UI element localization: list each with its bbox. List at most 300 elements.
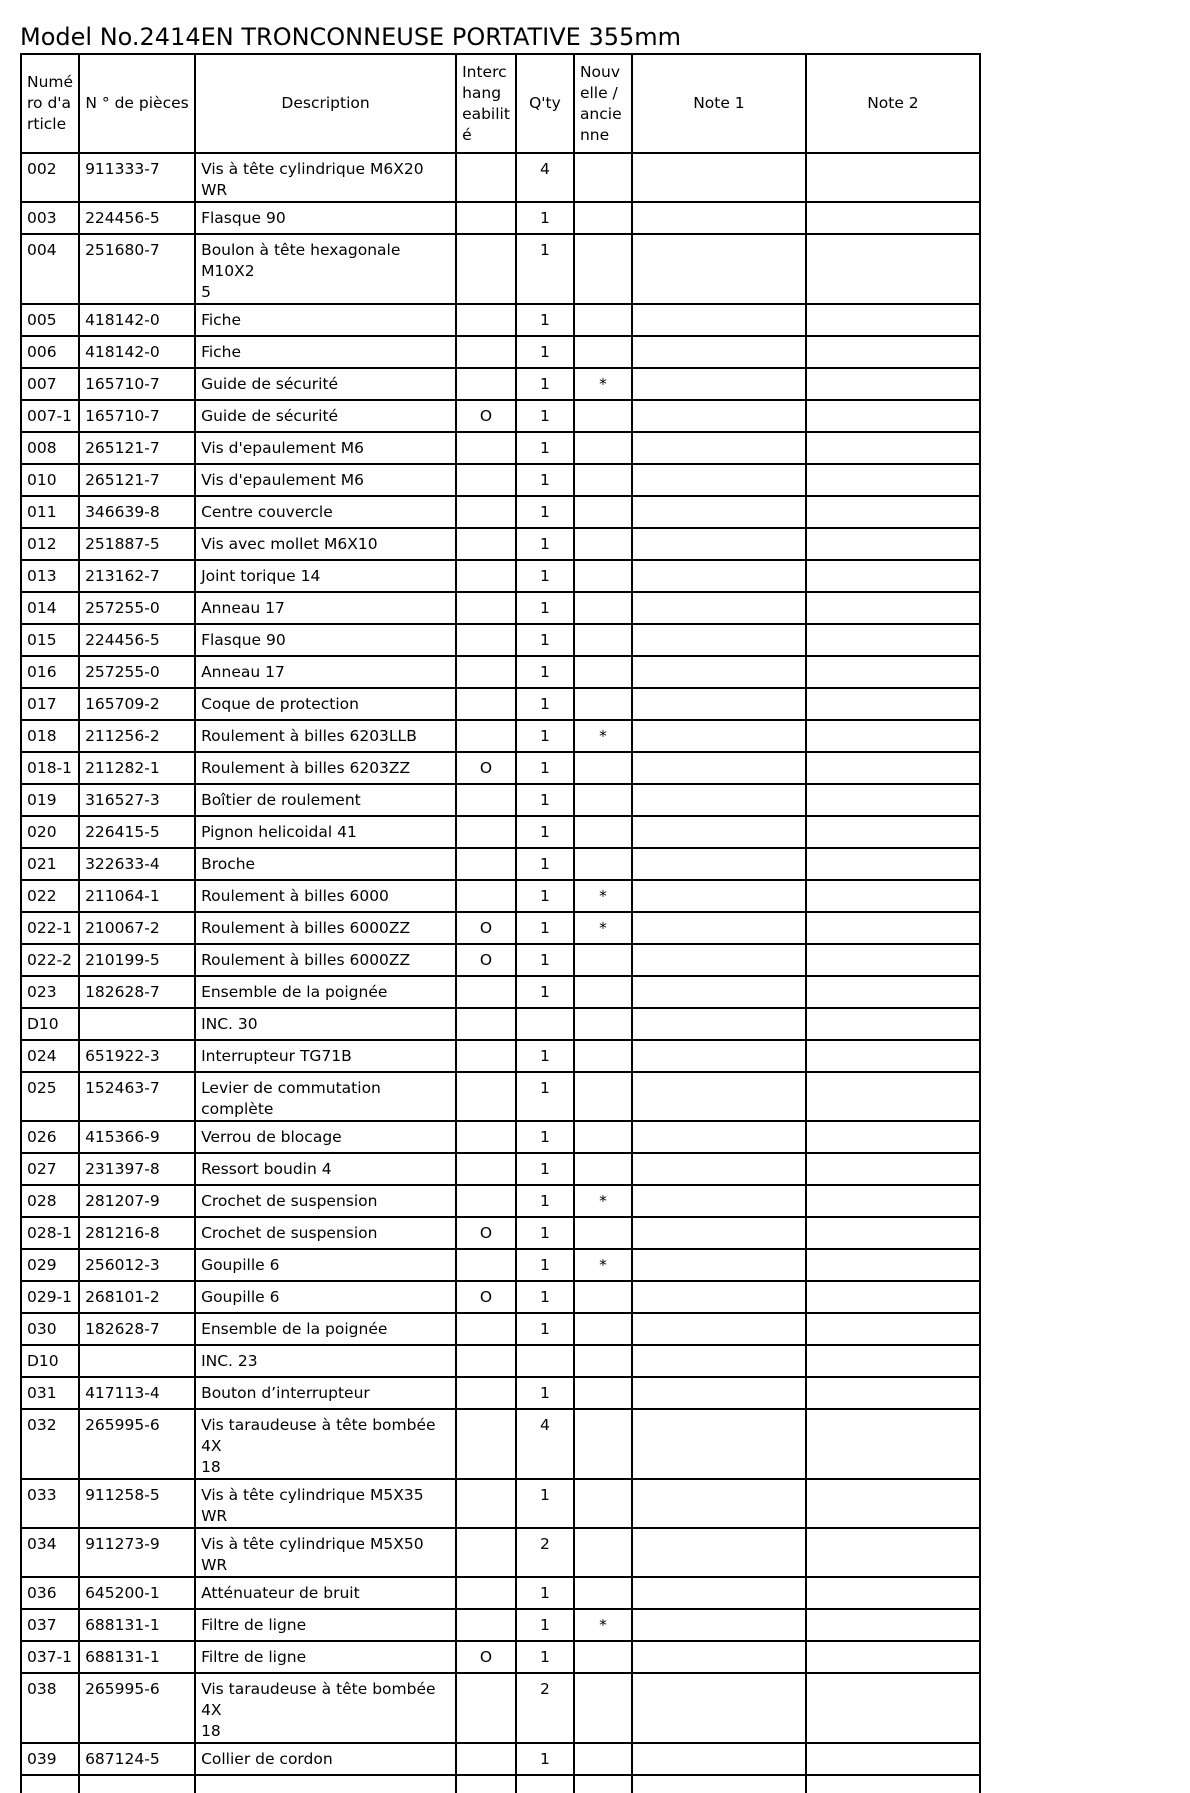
cell-note-1 (632, 1153, 806, 1185)
cell-interchangeability (456, 688, 516, 720)
cell-quantity: 1 (516, 528, 574, 560)
cell-note-1 (632, 1185, 806, 1217)
cell-item-number: 037-1 (21, 1641, 79, 1673)
cell-description: Vis à tête cylindrique M5X35 WR (195, 1479, 456, 1528)
cell-quantity: 1 (516, 1609, 574, 1641)
header-row (21, 54, 980, 153)
cell-quantity: 1 (516, 720, 574, 752)
cell-description: Ressort boudin 4 (195, 1153, 456, 1185)
cell-part-number: 165709-2 (79, 688, 195, 720)
cell-note-1 (632, 153, 806, 202)
header-part-number: N ° de pièces (79, 54, 195, 153)
cell-part-number: 322633-4 (79, 848, 195, 880)
cell-empty (574, 1775, 632, 1793)
cell-item-number: 020 (21, 816, 79, 848)
cell-interchangeability (456, 1479, 516, 1528)
cell-new-old (574, 1072, 632, 1121)
cell-empty (806, 1775, 980, 1793)
cell-part-number: 210067-2 (79, 912, 195, 944)
cell-item-number: 018 (21, 720, 79, 752)
cell-quantity: 1 (516, 1377, 574, 1409)
cell-note-1 (632, 688, 806, 720)
cell-note-2 (806, 336, 980, 368)
cell-note-1 (632, 560, 806, 592)
cell-quantity: 1 (516, 1313, 574, 1345)
cell-note-2 (806, 1577, 980, 1609)
cell-new-old (574, 560, 632, 592)
cell-description: Interrupteur TG71B (195, 1040, 456, 1072)
cell-description: Boîtier de roulement (195, 784, 456, 816)
table-row (21, 202, 980, 234)
cell-description: Crochet de suspension (195, 1185, 456, 1217)
cell-quantity: 1 (516, 1281, 574, 1313)
cell-quantity: 2 (516, 1528, 574, 1577)
cell-description: Flasque 90 (195, 624, 456, 656)
cell-description: Roulement à billes 6000ZZ (195, 944, 456, 976)
cell-new-old (574, 1153, 632, 1185)
cell-part-number: 645200-1 (79, 1577, 195, 1609)
cell-description: Guide de sécurité (195, 400, 456, 432)
cell-note-2 (806, 496, 980, 528)
cell-interchangeability (456, 1313, 516, 1345)
cell-quantity: 1 (516, 1249, 574, 1281)
cell-item-number: 032 (21, 1409, 79, 1479)
cell-note-1 (632, 912, 806, 944)
cell-item-number: D10 (21, 1008, 79, 1040)
cell-item-number: 016 (21, 656, 79, 688)
cell-quantity: 1 (516, 1479, 574, 1528)
cell-new-old (574, 1409, 632, 1479)
header-new-old: Nouv elle / ancie nne (574, 54, 632, 153)
cell-item-number: 002 (21, 153, 79, 202)
cell-new-old (574, 202, 632, 234)
cell-quantity: 1 (516, 784, 574, 816)
cell-note-1 (632, 1313, 806, 1345)
cell-item-number: 022-1 (21, 912, 79, 944)
cell-note-1 (632, 432, 806, 464)
cell-description: INC. 23 (195, 1345, 456, 1377)
cell-interchangeability (456, 1528, 516, 1577)
cell-interchangeability (456, 976, 516, 1008)
cell-item-number: 031 (21, 1377, 79, 1409)
cell-description: Pignon helicoidal 41 (195, 816, 456, 848)
cell-item-number: 010 (21, 464, 79, 496)
cell-new-old (574, 1008, 632, 1040)
cell-part-number: 688131-1 (79, 1641, 195, 1673)
table-row (21, 624, 980, 656)
cell-empty (456, 1775, 516, 1793)
cell-interchangeability (456, 1249, 516, 1281)
cell-note-2 (806, 720, 980, 752)
table-row (21, 1313, 980, 1345)
cell-item-number: 034 (21, 1528, 79, 1577)
cell-part-number: 226415-5 (79, 816, 195, 848)
cell-new-old: * (574, 912, 632, 944)
cell-part-number: 281216-8 (79, 1217, 195, 1249)
cell-note-2 (806, 368, 980, 400)
cell-description: Goupille 6 (195, 1281, 456, 1313)
cell-new-old (574, 1743, 632, 1775)
cell-note-1 (632, 656, 806, 688)
cell-quantity: 1 (516, 1040, 574, 1072)
cell-part-number: 251680-7 (79, 234, 195, 304)
cell-interchangeability (456, 848, 516, 880)
cell-item-number: 007-1 (21, 400, 79, 432)
cell-note-1 (632, 528, 806, 560)
cell-quantity (516, 1345, 574, 1377)
cell-note-1 (632, 202, 806, 234)
cell-interchangeability (456, 560, 516, 592)
cell-note-2 (806, 400, 980, 432)
cell-note-2 (806, 153, 980, 202)
cell-quantity: 1 (516, 912, 574, 944)
cell-item-number: 029-1 (21, 1281, 79, 1313)
cell-empty (632, 1775, 806, 1793)
table-row (21, 400, 980, 432)
table-row (21, 336, 980, 368)
cell-item-number: 011 (21, 496, 79, 528)
cell-item-number: 007 (21, 368, 79, 400)
cell-note-2 (806, 1121, 980, 1153)
cell-note-1 (632, 1249, 806, 1281)
cell-note-1 (632, 400, 806, 432)
cell-quantity: 1 (516, 816, 574, 848)
cell-description: Guide de sécurité (195, 368, 456, 400)
cell-interchangeability: O (456, 752, 516, 784)
cell-interchangeability (456, 1072, 516, 1121)
cell-note-1 (632, 816, 806, 848)
cell-quantity: 1 (516, 304, 574, 336)
cell-quantity: 1 (516, 432, 574, 464)
cell-quantity: 1 (516, 880, 574, 912)
cell-new-old: * (574, 1609, 632, 1641)
cell-item-number: 005 (21, 304, 79, 336)
cell-interchangeability (456, 528, 516, 560)
cell-description: Bouton d’interrupteur (195, 1377, 456, 1409)
cell-new-old: * (574, 880, 632, 912)
cell-item-number: 030 (21, 1313, 79, 1345)
cell-interchangeability: O (456, 1641, 516, 1673)
cell-item-number: 014 (21, 592, 79, 624)
table-row (21, 464, 980, 496)
cell-quantity: 1 (516, 848, 574, 880)
cell-part-number: 265121-7 (79, 432, 195, 464)
cell-item-number: 008 (21, 432, 79, 464)
cell-note-1 (632, 624, 806, 656)
table-row (21, 1673, 980, 1743)
cell-interchangeability (456, 592, 516, 624)
cell-item-number: 024 (21, 1040, 79, 1072)
cell-item-number: 028-1 (21, 1217, 79, 1249)
parts-table-body (21, 153, 980, 1793)
cell-new-old (574, 688, 632, 720)
cell-part-number: 152463-7 (79, 1072, 195, 1121)
cell-description: Roulement à billes 6000 (195, 880, 456, 912)
table-row (21, 1409, 980, 1479)
cell-note-2 (806, 1185, 980, 1217)
cell-interchangeability (456, 1153, 516, 1185)
cell-quantity: 4 (516, 153, 574, 202)
cell-part-number: 211282-1 (79, 752, 195, 784)
table-row (21, 1479, 980, 1528)
cell-description: Roulement à billes 6203ZZ (195, 752, 456, 784)
cell-interchangeability (456, 656, 516, 688)
cell-item-number: 013 (21, 560, 79, 592)
cell-part-number: 256012-3 (79, 1249, 195, 1281)
cell-note-2 (806, 1153, 980, 1185)
cell-note-2 (806, 234, 980, 304)
cell-part-number: 418142-0 (79, 336, 195, 368)
cell-quantity: 1 (516, 752, 574, 784)
cell-item-number: 006 (21, 336, 79, 368)
cell-item-number: 028 (21, 1185, 79, 1217)
cell-note-1 (632, 880, 806, 912)
cell-new-old (574, 592, 632, 624)
cell-interchangeability (456, 1743, 516, 1775)
cell-quantity: 1 (516, 592, 574, 624)
cell-description: Boulon à tête hexagonale M10X2 5 (195, 234, 456, 304)
cell-new-old (574, 336, 632, 368)
cell-new-old (574, 528, 632, 560)
cell-item-number: 039 (21, 1743, 79, 1775)
cell-note-2 (806, 560, 980, 592)
cell-new-old: * (574, 720, 632, 752)
cell-quantity: 1 (516, 1185, 574, 1217)
cell-part-number: 281207-9 (79, 1185, 195, 1217)
cell-note-2 (806, 202, 980, 234)
cell-item-number: 025 (21, 1072, 79, 1121)
header-quantity: Q'ty (516, 54, 574, 153)
cell-item-number: 033 (21, 1479, 79, 1528)
cell-note-1 (632, 496, 806, 528)
cell-part-number: 210199-5 (79, 944, 195, 976)
cell-description: Vis taraudeuse à tête bombée 4X 18 (195, 1673, 456, 1743)
cell-interchangeability: O (456, 912, 516, 944)
cell-quantity: 1 (516, 368, 574, 400)
cell-item-number: 018-1 (21, 752, 79, 784)
cell-part-number: 265121-7 (79, 464, 195, 496)
cell-note-2 (806, 1313, 980, 1345)
cell-quantity: 2 (516, 1673, 574, 1743)
cell-interchangeability (456, 153, 516, 202)
cell-empty (516, 1775, 574, 1793)
cell-item-number: 022-2 (21, 944, 79, 976)
cell-description: Vis avec mollet M6X10 (195, 528, 456, 560)
cell-interchangeability (456, 1577, 516, 1609)
cell-note-1 (632, 1743, 806, 1775)
cell-new-old (574, 1040, 632, 1072)
cell-new-old (574, 1313, 632, 1345)
table-row (21, 1528, 980, 1577)
cell-note-2 (806, 1528, 980, 1577)
cell-item-number: 012 (21, 528, 79, 560)
cell-empty (21, 1775, 79, 1793)
cell-new-old (574, 976, 632, 1008)
cell-new-old (574, 1345, 632, 1377)
cell-note-1 (632, 368, 806, 400)
cell-note-2 (806, 688, 980, 720)
cell-note-2 (806, 1249, 980, 1281)
cell-new-old (574, 496, 632, 528)
cell-new-old: * (574, 1185, 632, 1217)
cell-part-number: 265995-6 (79, 1409, 195, 1479)
table-row (21, 368, 980, 400)
cell-note-2 (806, 1479, 980, 1528)
cell-note-1 (632, 1040, 806, 1072)
cell-description: INC. 30 (195, 1008, 456, 1040)
cell-part-number: 688131-1 (79, 1609, 195, 1641)
cell-item-number: 026 (21, 1121, 79, 1153)
cell-note-1 (632, 1609, 806, 1641)
cell-new-old (574, 1377, 632, 1409)
cell-note-2 (806, 816, 980, 848)
cell-interchangeability (456, 1345, 516, 1377)
header-item-number: Numé ro d'a rticle (21, 54, 79, 153)
cell-note-1 (632, 1072, 806, 1121)
cell-quantity: 1 (516, 976, 574, 1008)
cell-note-1 (632, 1281, 806, 1313)
cell-part-number: 687124-5 (79, 1743, 195, 1775)
cell-part-number (79, 1008, 195, 1040)
table-row (21, 976, 980, 1008)
cell-interchangeability: O (456, 400, 516, 432)
cell-new-old (574, 1673, 632, 1743)
cell-description: Ensemble de la poignée (195, 976, 456, 1008)
cell-part-number: 911333-7 (79, 153, 195, 202)
cell-part-number: 346639-8 (79, 496, 195, 528)
cell-interchangeability (456, 496, 516, 528)
cell-part-number: 211064-1 (79, 880, 195, 912)
cell-quantity: 1 (516, 202, 574, 234)
table-row (21, 1641, 980, 1673)
table-row (21, 1072, 980, 1121)
cell-part-number: 257255-0 (79, 592, 195, 624)
cell-note-2 (806, 1072, 980, 1121)
table-row (21, 304, 980, 336)
cell-item-number: 021 (21, 848, 79, 880)
cell-new-old: * (574, 368, 632, 400)
table-row (21, 153, 980, 202)
cell-note-2 (806, 1609, 980, 1641)
cell-note-1 (632, 1577, 806, 1609)
table-row (21, 1008, 980, 1040)
table-row (21, 816, 980, 848)
cell-interchangeability (456, 304, 516, 336)
page-title: Model No.2414EN TRONCONNEUSE PORTATIVE 355mm (20, 23, 682, 51)
table-row (21, 912, 980, 944)
cell-part-number: 211256-2 (79, 720, 195, 752)
cell-new-old (574, 1577, 632, 1609)
cell-quantity: 1 (516, 464, 574, 496)
cell-note-1 (632, 1641, 806, 1673)
cell-note-1 (632, 752, 806, 784)
cell-quantity: 1 (516, 1072, 574, 1121)
cell-note-1 (632, 1345, 806, 1377)
cell-part-number: 265995-6 (79, 1673, 195, 1743)
cell-note-1 (632, 1479, 806, 1528)
cell-interchangeability (456, 1185, 516, 1217)
cell-new-old (574, 752, 632, 784)
cell-part-number: 231397-8 (79, 1153, 195, 1185)
cell-new-old (574, 784, 632, 816)
cell-description: Centre couvercle (195, 496, 456, 528)
cell-quantity: 1 (516, 1577, 574, 1609)
cell-description: Levier de commutation complète (195, 1072, 456, 1121)
cell-note-1 (632, 592, 806, 624)
table-row (21, 720, 980, 752)
cell-interchangeability (456, 720, 516, 752)
cell-interchangeability (456, 1121, 516, 1153)
cell-note-2 (806, 528, 980, 560)
cell-item-number: 019 (21, 784, 79, 816)
cell-item-number: 036 (21, 1577, 79, 1609)
cell-interchangeability (456, 880, 516, 912)
cell-part-number: 224456-5 (79, 624, 195, 656)
table-row (21, 848, 980, 880)
table-row (21, 1249, 980, 1281)
cell-interchangeability (456, 464, 516, 496)
cell-new-old (574, 1528, 632, 1577)
table-row (21, 656, 980, 688)
cell-description: Ensemble de la poignée (195, 1313, 456, 1345)
cell-note-2 (806, 1040, 980, 1072)
cell-item-number: 038 (21, 1673, 79, 1743)
cell-note-2 (806, 464, 980, 496)
cell-note-2 (806, 592, 980, 624)
cell-interchangeability (456, 1673, 516, 1743)
cell-description: Crochet de suspension (195, 1217, 456, 1249)
cell-part-number: 268101-2 (79, 1281, 195, 1313)
cell-empty (195, 1775, 456, 1793)
cell-interchangeability (456, 624, 516, 656)
cell-new-old (574, 1217, 632, 1249)
cell-part-number: 165710-7 (79, 368, 195, 400)
cell-note-2 (806, 656, 980, 688)
cell-new-old: * (574, 1249, 632, 1281)
cell-item-number: 023 (21, 976, 79, 1008)
cell-part-number: 651922-3 (79, 1040, 195, 1072)
cell-item-number: 017 (21, 688, 79, 720)
cell-description: Broche (195, 848, 456, 880)
cell-interchangeability (456, 1008, 516, 1040)
cell-note-2 (806, 1008, 980, 1040)
cell-quantity: 1 (516, 1121, 574, 1153)
cell-description: Collier de cordon (195, 1743, 456, 1775)
cell-description: Joint torique 14 (195, 560, 456, 592)
cell-quantity (516, 1008, 574, 1040)
cell-quantity: 1 (516, 234, 574, 304)
cell-item-number: 003 (21, 202, 79, 234)
cell-quantity: 4 (516, 1409, 574, 1479)
cell-item-number: 015 (21, 624, 79, 656)
cell-interchangeability (456, 368, 516, 400)
cell-quantity: 1 (516, 688, 574, 720)
cell-interchangeability (456, 816, 516, 848)
cell-part-number: 224456-5 (79, 202, 195, 234)
cell-item-number: 004 (21, 234, 79, 304)
cell-quantity: 1 (516, 496, 574, 528)
cell-note-2 (806, 304, 980, 336)
cell-note-2 (806, 976, 980, 1008)
cell-new-old (574, 944, 632, 976)
table-row (21, 1121, 980, 1153)
cell-part-number: 165710-7 (79, 400, 195, 432)
cell-interchangeability (456, 1409, 516, 1479)
cell-interchangeability (456, 432, 516, 464)
cell-new-old (574, 1121, 632, 1153)
cell-new-old (574, 848, 632, 880)
cell-part-number: 417113-4 (79, 1377, 195, 1409)
